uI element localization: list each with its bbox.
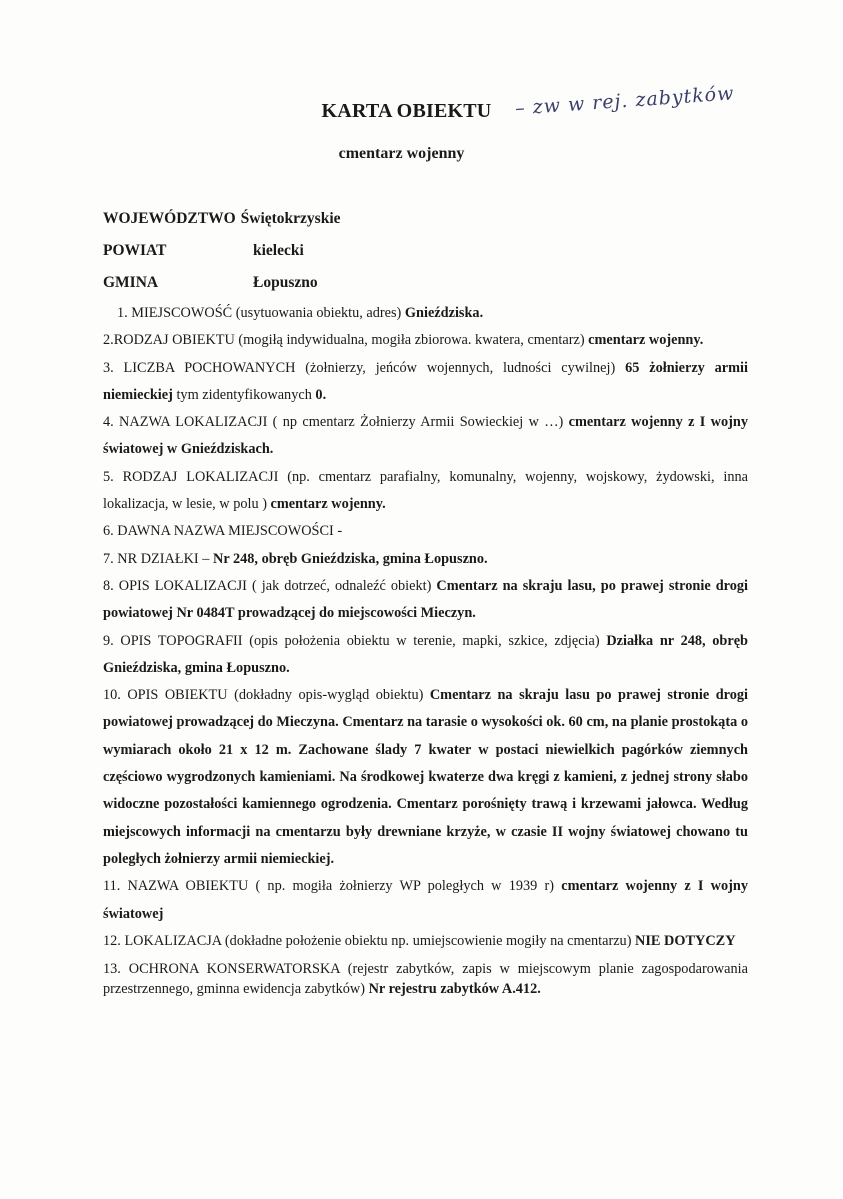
item-2-label: 2.RODZAJ OBIEKTU (mogiłą indywidualna, mogiła zbiorowa. kwatera, cmentarz)	[103, 332, 585, 349]
item-12-value: NIE DOTYCZY	[635, 932, 736, 949]
item-8-label: 8. OPIS LOKALIZACJI ( jak dotrzeć, odnaleźć obiekt)	[103, 577, 432, 594]
item-9	[103, 628, 748, 683]
item-10-value: Cmentarz na skraju lasu po prawej stronie drogi powiatowej prowadzącej do Mieczyna. Cmentarz na tarasie o wysokości ok. 60 cm, na planie prostokąta o wymiarach około 21 x 12 m. Zachowane ślady 7 kwater w postaci niewielkich pagórków ziemnych częściowo wygrodzonych kamieniami. Na środkowej kwaterze dwa kręgi z kamieni, z jednej strony słabo widoczne pozostałości kamiennego ogrodzenia. Cmentarz porośnięty trawą i krzewami jałowca. Według miejscowych informacji na cmentarzu były drewniane krzyże, w czasie II wojny światowej chowano tu poległych żołnierzy armii niemieckiej.	[103, 687, 749, 867]
item-4	[103, 409, 748, 464]
items-list	[103, 300, 748, 999]
item-7-value: Nr 248, obręb Gnieździska, gmina Łopuszno.	[213, 550, 488, 567]
item-10	[103, 682, 748, 873]
handwritten-note: – zw w rej. zabytków	[514, 82, 736, 120]
powiat-value: kielecki	[253, 242, 304, 259]
item-5	[103, 464, 748, 519]
item-6	[103, 518, 748, 545]
item-3	[103, 355, 748, 410]
item-2	[103, 327, 748, 354]
gmina-value: Łopuszno	[253, 274, 318, 291]
item-3-tail-value: 0.	[315, 386, 327, 403]
item-1	[103, 300, 748, 327]
item-5-label: 5. RODZAJ LOKALIZACJI (np. cmentarz parafialny, komunalny, wojenny, wojskowy, żydowski, inna lokalizacja, w lesie, w polu )	[103, 468, 748, 513]
wojewodztwo-row	[103, 210, 341, 242]
item-12	[103, 928, 748, 955]
header-fields	[103, 210, 341, 306]
item-7-label: 7. NR DZIAŁKI –	[103, 550, 210, 567]
item-8-value: Cmentarz na skraju lasu, po prawej stronie drogi powiatowej Nr 0484T prowadzącej do miejscowości Mieczyn.	[103, 577, 749, 622]
item-11	[103, 873, 748, 928]
powiat-label: POWIAT	[103, 242, 167, 259]
item-12-label: 12. LOKALIZACJA (dokładne położenie obiektu np. umiejscowienie mogiły na cmentarzu)	[103, 932, 632, 949]
item-3-value: 65 żołnierzy armii niemieckiej	[103, 359, 749, 403]
item-2-value: cmentarz wojenny.	[588, 332, 704, 349]
item-1-value: Gnieździska.	[404, 305, 484, 321]
item-6-label: 6. DAWNA NAZWA MIEJSCOWOŚCI -	[103, 523, 343, 540]
wojewodztwo-label: WOJEWÓDZTWO	[103, 210, 236, 227]
item-9-value: Działka nr 248, obręb Gnieździska, gmina Łopuszno.	[103, 632, 748, 676]
wojewodztwo-value: Świętokrzyskie	[240, 210, 341, 227]
item-3-tail-label: tym zidentyfikowanych	[176, 386, 312, 403]
item-13	[103, 959, 748, 999]
item-8	[103, 573, 748, 628]
item-11-label: 11. NAZWA OBIEKTU ( np. mogiła żołnierzy WP poległych w 1939 r)	[103, 878, 555, 895]
item-3-label: 3. LICZBA POCHOWANYCH (żołnierzy, jeńców wojennych, ludności cywilnej)	[103, 359, 616, 376]
powiat-row	[103, 242, 341, 274]
item-5-value: cmentarz wojenny.	[270, 496, 386, 513]
document-title: KARTA OBIEKTU	[321, 100, 492, 122]
item-4-value: cmentarz wojenny z I wojny światowej w Gnieździskach.	[103, 414, 749, 458]
item-4-label: 4. NAZWA LOKALIZACJI ( np cmentarz Żołnierzy Armii Sowieckiej w …)	[103, 414, 564, 431]
item-7	[103, 546, 748, 573]
item-13-value: Nr rejestru zabytków A.412.	[368, 981, 541, 998]
document-subtitle: cmentarz wojenny	[338, 145, 465, 162]
item-13-label: 13. OCHRONA KONSERWATORSKA (rejestr zabytków, zapis w miejscowym planie zagospodarowania przestrzennego, gminna ewidencja zabytków)	[103, 961, 748, 998]
item-10-label: 10. OPIS OBIEKTU (dokładny opis-wygląd obiektu)	[103, 687, 424, 704]
item-9-label: 9. OPIS TOPOGRAFII (opis położenia obiektu w terenie, mapki, szkice, zdjęcia)	[103, 632, 600, 649]
gmina-label: GMINA	[103, 274, 159, 291]
item-1-label: 1. MIEJSCOWOŚĆ (usytuowania obiektu, adres)	[117, 305, 402, 321]
item-11-value: cmentarz wojenny z I wojny światowej	[103, 878, 749, 922]
